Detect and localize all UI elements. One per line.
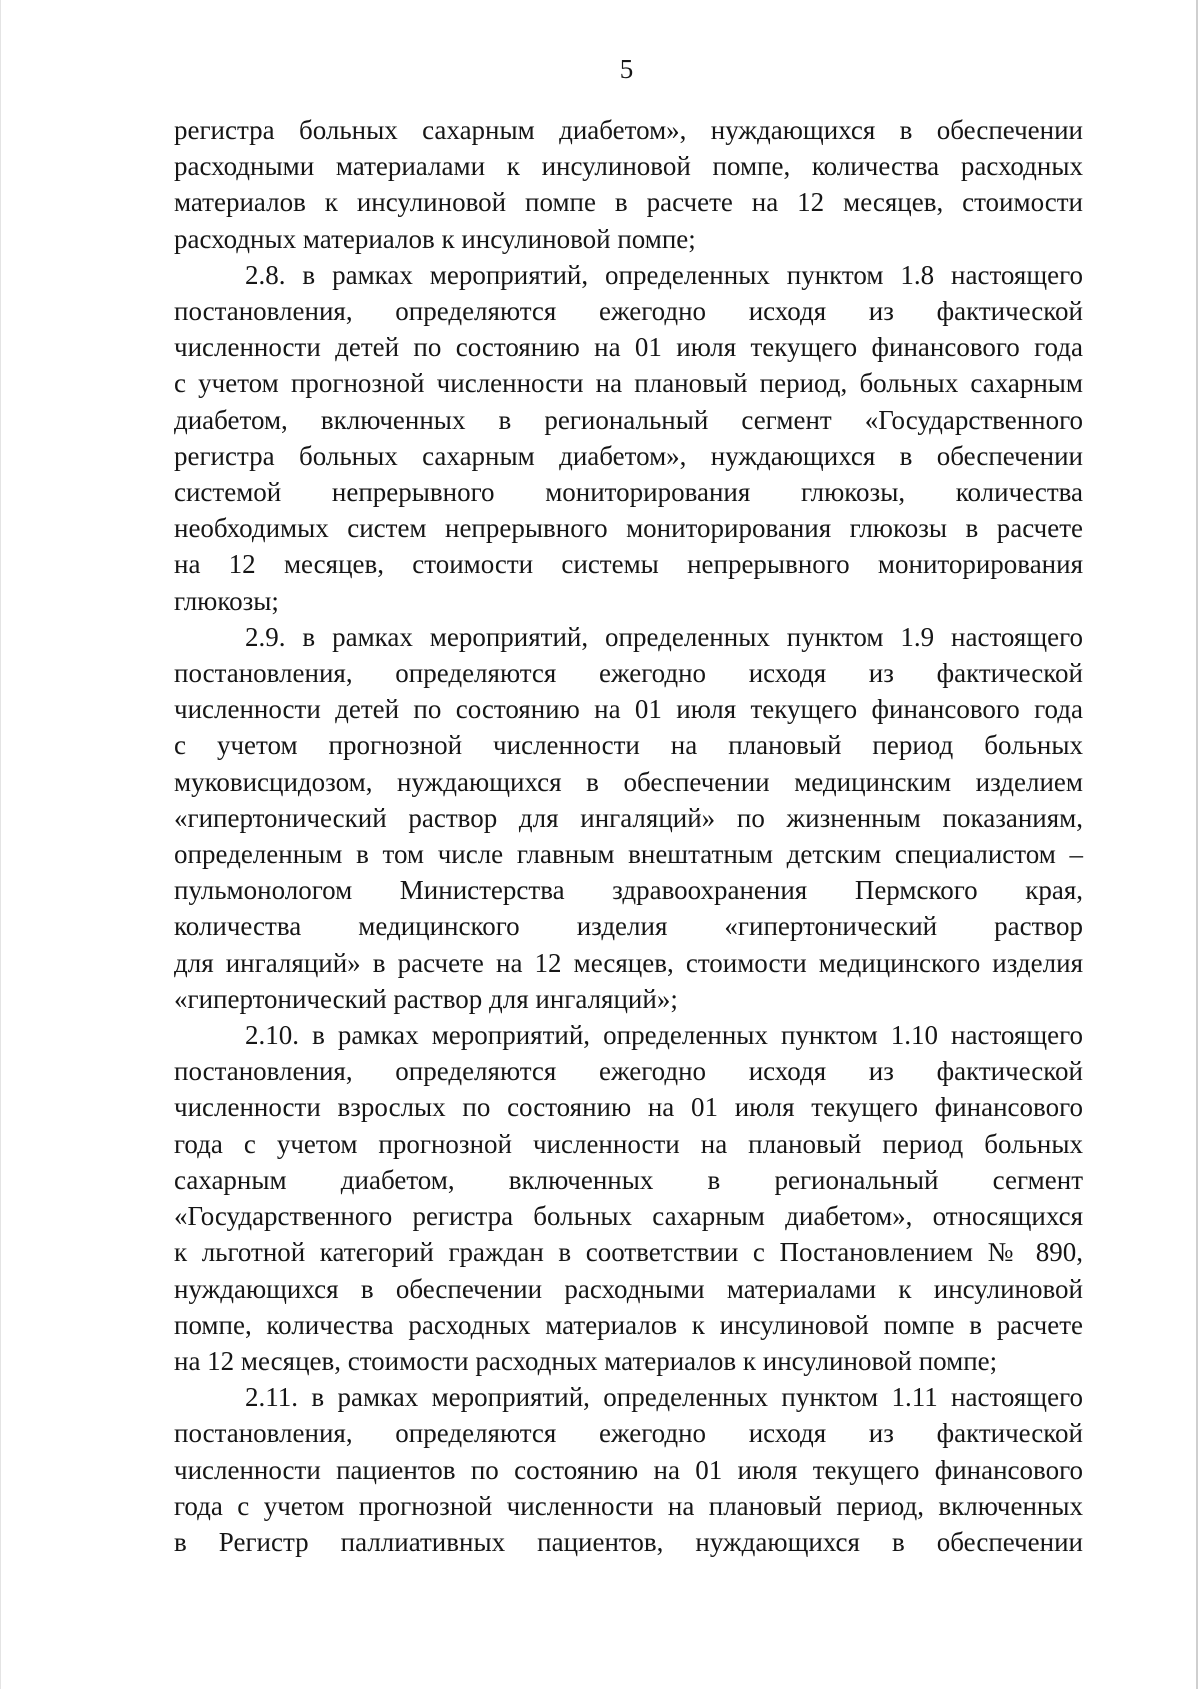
text-line: постановления, определяются ежегодно исходя из фактической bbox=[174, 1056, 1083, 1087]
text-line: численности пациентов по состоянию на 01 июля текущего финансового bbox=[174, 1454, 1083, 1485]
text-line: постановления, определяются ежегодно исходя из фактической bbox=[174, 1418, 1083, 1449]
text-line: 2.10. в рамках мероприятий, определенных пунктом 1.10 настоящего bbox=[245, 1020, 1083, 1051]
text-line: системой непрерывного мониторирования глюкозы, количества bbox=[174, 477, 1083, 508]
text-line: на 12 месяцев, стоимости расходных материалов к инсулиновой помпе; bbox=[174, 1345, 998, 1376]
text-line: на 12 месяцев, стоимости системы непрерывного мониторирования bbox=[174, 549, 1083, 580]
text-line: диабетом, включенных в региональный сегмент «Государственного bbox=[174, 404, 1083, 435]
paragraph-p-continued bbox=[174, 112, 1083, 257]
text-line: муковисцидозом, нуждающихся в обеспечении медицинским изделием bbox=[174, 766, 1083, 797]
text-line: регистра больных сахарным диабетом», нуждающихся в обеспечении bbox=[174, 440, 1083, 471]
text-line: года с учетом прогнозной численности на плановый период больных bbox=[174, 1128, 1083, 1159]
paragraph-p-2-8 bbox=[174, 257, 1083, 619]
body-text bbox=[174, 112, 1083, 1560]
text-line: необходимых систем непрерывного мониторирования глюкозы в расчете bbox=[174, 513, 1083, 544]
text-line: «гипертонический раствор для ингаляций» по жизненным показаниям, bbox=[174, 802, 1083, 833]
text-line: в Регистр паллиативных пациентов, нуждающихся в обеспечении bbox=[174, 1526, 1083, 1557]
text-line: расходными материалами к инсулиновой помпе, количества расходных bbox=[174, 151, 1083, 182]
text-line: регистра больных сахарным диабетом», нуждающихся в обеспечении bbox=[174, 115, 1083, 145]
text-line: численности взрослых по состоянию на 01 июля текущего финансового bbox=[174, 1092, 1083, 1123]
text-line: сахарным диабетом, включенных в региональный сегмент bbox=[174, 1164, 1083, 1195]
text-line: для ингаляций» в расчете на 12 месяцев, стоимости медицинского изделия bbox=[174, 947, 1083, 978]
text-line: нуждающихся в обеспечении расходными материалами к инсулиновой bbox=[174, 1273, 1083, 1304]
text-line: пульмонологом Министерства здравоохранения Пермского края, bbox=[174, 875, 1083, 906]
text-line: помпе, количества расходных материалов к инсулиновой помпе в расчете bbox=[174, 1309, 1083, 1340]
text-line: «гипертонический раствор для ингаляций»; bbox=[174, 983, 678, 1014]
text-line: с учетом прогнозной численности на плановый период, больных сахарным bbox=[174, 368, 1083, 399]
text-line: численности детей по состоянию на 01 июля текущего финансового года bbox=[174, 694, 1083, 725]
text-line: постановления, определяются ежегодно исходя из фактической bbox=[174, 296, 1083, 327]
text-line: года с учетом прогнозной численности на плановый период, включенных bbox=[174, 1490, 1083, 1521]
text-line: 2.9. в рамках мероприятий, определенных пунктом 1.9 настоящего bbox=[245, 621, 1083, 652]
text-line: материалов к инсулиновой помпе в расчете на 12 месяцев, стоимости bbox=[174, 187, 1083, 218]
text-line: количества медицинского изделия «гипертонический раствор bbox=[174, 911, 1083, 942]
paragraph-p-2-9 bbox=[174, 619, 1083, 1017]
text-line: «Государственного регистра больных сахарным диабетом», относящихся bbox=[174, 1201, 1083, 1232]
paragraph-p-2-11 bbox=[174, 1379, 1083, 1560]
text-line: 2.8. в рамках мероприятий, определенных пунктом 1.8 настоящего bbox=[245, 259, 1083, 290]
text-line: к льготной категорий граждан в соответствии с Постановлением № 890, bbox=[174, 1237, 1083, 1268]
text-line: расходных материалов к инсулиновой помпе; bbox=[174, 223, 696, 254]
page-number: 5 bbox=[619, 54, 634, 84]
text-line: с учетом прогнозной численности на плановый период больных bbox=[174, 730, 1083, 761]
text-line: постановления, определяются ежегодно исходя из фактической bbox=[174, 658, 1083, 689]
scan-edge-left bbox=[0, 0, 1, 1689]
text-line: глюкозы; bbox=[174, 585, 279, 616]
scan-edge-right bbox=[1196, 0, 1198, 1689]
text-line: определенным в том числе главным внештатным детским специалистом – bbox=[174, 839, 1083, 870]
text-line: численности детей по состоянию на 01 июля текущего финансового года bbox=[174, 332, 1083, 363]
paragraph-p-2-10 bbox=[174, 1017, 1083, 1379]
text-line: 2.11. в рамках мероприятий, определенных пунктом 1.11 настоящего bbox=[245, 1382, 1083, 1413]
